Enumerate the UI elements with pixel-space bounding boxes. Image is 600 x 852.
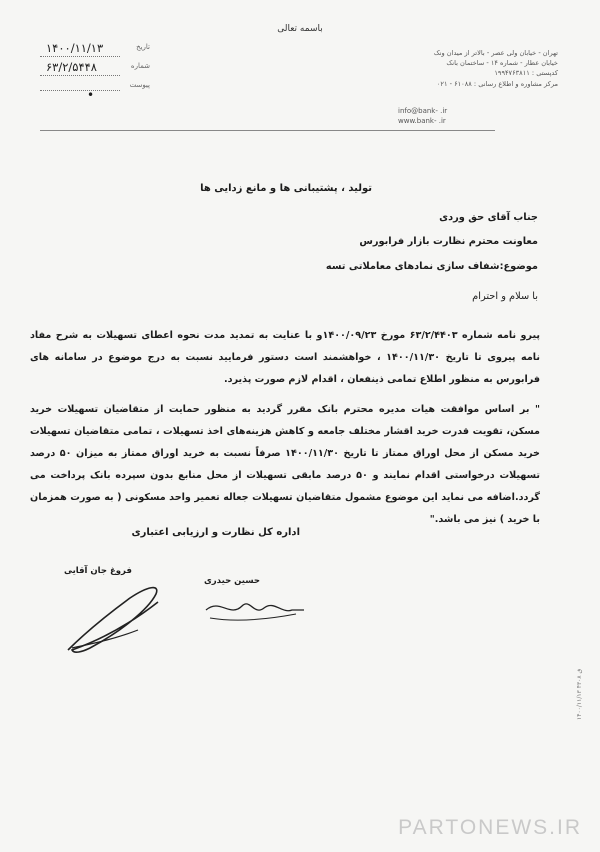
bank-contact-block (398, 106, 498, 126)
attachment-dotted-line (40, 90, 120, 91)
postal-code-line: کدپستی : ۱۹۹۴۷۶۳۸۱۱ (494, 69, 558, 78)
date-row (40, 40, 150, 59)
recipient-position: معاونت محترم نظارت بازار فرابورس (359, 236, 538, 247)
letter-slogan: تولید ، پشتیبانی ها و مانع زدایی ها (200, 183, 372, 194)
date-label: تاریخ (136, 43, 150, 51)
letter-meta-block (40, 40, 150, 102)
department-name: اداره کل نظارت و ارزیابی اعتباری (131, 527, 300, 538)
recipient-name: جناب آقای حق وردی (439, 212, 538, 223)
attachment-row (40, 78, 150, 102)
signer-right-name: حسین حیدری (204, 576, 261, 586)
signer-left-name: فروغ جان آقایی (64, 566, 132, 576)
address-line: تهران - خیابان ولی عصر - بالاتر از میدان ونک (433, 49, 558, 57)
call-center-line: مرکز مشاوره و اطلاع رسانی : ۶۱۰۸۸ - ۰۲۱ (436, 79, 558, 88)
signature-left-scribble (60, 580, 180, 660)
address-line: خیابان عطار - شماره ۱۴ - ساختمان بانک (446, 59, 558, 68)
bismillah-heading: باسمه تعالی (277, 24, 323, 34)
number-label: شماره (130, 62, 150, 70)
number-value: ۶۳/۲/۵۴۴۸ (46, 60, 97, 74)
date-dotted-line (40, 56, 120, 57)
signature-right-scribble (200, 588, 310, 628)
number-dotted-line (40, 75, 120, 76)
watermark-text: PARTONEWS.IR (398, 816, 582, 839)
date-value: ۱۴۰۰/۱۱/۱۳ (46, 41, 104, 55)
body-paragraph-2: " بر اساس موافقت هیات مدیره محترم بانک مقرر گردید به منظور حمایت از متقاضیان تسهیلات خرید مسکن، تقویت قدرت خرید اقشار مختلف جامعه و کاهش هزینه‌های اخذ تسهیلات ، تمامی متقاضیان تسهیلات خرید مسکن از محل اوراق ممتاز تا تاریخ ۱۴۰۰/۱۱/۳۰ صرفاً نسبت به خرید اوراق ممتاز به میزان ۵۰ درصد تسهیلات درخواستی اقدام نمایند و ۵۰ درصد مابقی تسهیلات از محل منابع بدون سپرده بانک پرداخت می گردد.اضافه می نماید این موضوع مشمول متقاضیان تسهیلات جعاله تعمیر واحد مسکونی ( به صورت همزمان با خرید ) نیز می باشد." (30, 404, 540, 525)
attachment-label: پیوست (129, 81, 150, 89)
letter-subject: موضوع:شفاف سازی نمادهای معاملاتی تسه (325, 261, 538, 272)
ink-dot: • (87, 88, 95, 102)
number-row (40, 59, 150, 78)
body-paragraph-1: پیرو نامه شماره ۶۳/۲/۴۴۰۳ مورخ ۱۴۰۰/۰۹/۲۳و با عنایت به تمدید مدت نحوه اعطای تسهیلات به شرح مفاد نامه پیروی تا تاریخ ۱۴۰۰/۱۱/۳۰ ، خواهشمند است دستور فرمایید نسبت به درج موضوع در سامانه های فرابورس به منظور اطلاع تمامی ذینفعان ، اقدام لازم صورت پذیرد. (30, 330, 541, 385)
side-reference-note: ۱۴۰۰/۱۱/۱۳ ق ۴۳۰۸ (576, 668, 583, 720)
bank-address-block (388, 48, 558, 89)
website-address: www.bank- .ir (398, 117, 446, 125)
header-divider (40, 130, 495, 131)
email-address: info@bank- .ir (398, 107, 448, 115)
greeting: با سلام و احترام (472, 291, 538, 302)
